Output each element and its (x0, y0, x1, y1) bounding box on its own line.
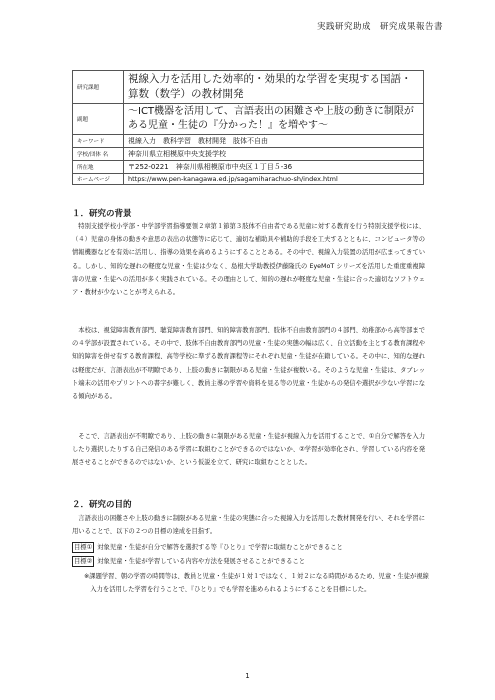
address-value: 〒252-0221 神奈川県相模原市中央区１丁目５-36 (124, 161, 424, 174)
homepage-row (73, 174, 424, 185)
keyword-label: キーワード (73, 135, 124, 148)
section1-title: １．研究の背景 (72, 209, 132, 219)
homepage-label: ホームページ (73, 174, 124, 185)
keyword-row (73, 135, 424, 148)
address-row (73, 161, 424, 174)
section2-note: ※課題学習、朝の学習の時間等は、教員と児童・生徒が１対１ではなく、１対２になる時間があるため、児童・生徒が視線入力を活用した学習を行うことで、『ひとり』でも学習を進められるようにすることを目標にした。 (84, 573, 429, 593)
subtitle-label: 副題 (73, 104, 124, 135)
section1-paragraph-3: そこで、言語表出が不明瞭であり、上肢の動きに制限がある児童・生徒が視線入力を活用することで、①自分で解答を入力したり選択したりする自己発信のある学習に取組むことができるのではないか、②学習が効率化され、学習している内容を発展させることができるのではないか、という仮説を立て、研究に取組むこととした。 (72, 433, 425, 467)
research-title-label: 研究課題 (73, 71, 124, 104)
report-header: 実践研究助成 研究成果報告書 (316, 22, 443, 32)
subtitle-value: ～ICT機器を活用して、言語表出の困難さや上肢の動きに制限がある児童・生徒の『分かった！』を増やす～ (124, 104, 424, 135)
subtitle-row (73, 104, 424, 135)
goal-1 (72, 541, 432, 554)
homepage-link[interactable]: https://www.pen-kanagawa.ed.jp/sagamiharachuo-sh/index.html (124, 174, 424, 185)
goal-2-tag: 目標② (74, 558, 93, 565)
goal-2-text: 対象児童・生徒が学習している内容や方法を発展させることができること (97, 558, 306, 565)
research-title-value: 視線入力を活用した効率的・効果的な学習を実現する国語・算数（数学）の教材開発 (124, 71, 424, 104)
info-table (72, 70, 424, 185)
goal-2 (72, 555, 432, 568)
section2-paragraph: 言語表出の困難さや上肢の動きに制限がある児童・生徒の実態に合った視線入力を活用した教材開発を行い、それを学習に用いることで、以下の２つの目標の達成を目指す。 (72, 515, 426, 536)
goal-1-text: 対象児童・生徒が自分で解答を選択する等『ひとり』で学習に取組むことができること (97, 544, 343, 551)
page-number: 1 (245, 672, 250, 680)
goal-1-tag: 目標① (74, 544, 93, 551)
school-value: 神奈川県立相模原中央支援学校 (124, 148, 424, 161)
research-title-row (73, 71, 424, 104)
keyword-value: 視線入力 教科学習 教材開発 肢体不自由 (124, 135, 424, 148)
section2-title: ２．研究の目的 (72, 500, 132, 510)
section1-paragraph-2: 本校は、視覚障害教育部門、聴覚障害教育部門、知的障害教育部門、肢体不自由教育部門の４部門、幼稚部から高等部までの４学部が設置されている。その中で、肢体不自由教育部門の児童・生徒の実態の幅は広く、自立活動を主とする教育課程や知的障害を併せ有する教育課程、高等学校に準ずる教育課程等にそれぞれ児童・生徒が在籍している。その中に、知的な遅れは軽度だが、言語表出が不明瞭であり、上肢の動きに制限がある児童・生徒が複数いる。そのような児童・生徒は、タブレット端末の活用やプリントへの書字が難しく、教員主導の学習や資料を見る等の児童・生徒からの発信や選択が少ない学習になる傾向がある。 (72, 327, 425, 401)
school-row (73, 148, 424, 161)
school-label: 学校/団体 名 (73, 148, 124, 161)
section1-paragraph-1: 特別支援学校小学部・中学部学習指導要領２章第１節第３肢体不自由者である児童に対する教育を行う特別支援学校には、（４）児童の身体の動きや意思の表出の状態等に応じて、適切な補助具や補助的手段を工夫するとともに、コンピュータ等の情報機器などを有効に活用し、指導の効果を高めるようにすることとある。その中で、視線入力装置の活用が広まってきている。しかし、知的な遅れの軽度な児童・生徒は少なく、島根大学助教授伊藤隆氏の EyeMoT シリーズを活用した重度重複障害の児童・生徒への活用が多く実践されている。その理由として、知的の遅れが軽度な児童・生徒に合った適切なソフトウェア・教材が少ないことが考えられる。 (72, 223, 426, 297)
address-label: 所在地 (73, 161, 124, 174)
